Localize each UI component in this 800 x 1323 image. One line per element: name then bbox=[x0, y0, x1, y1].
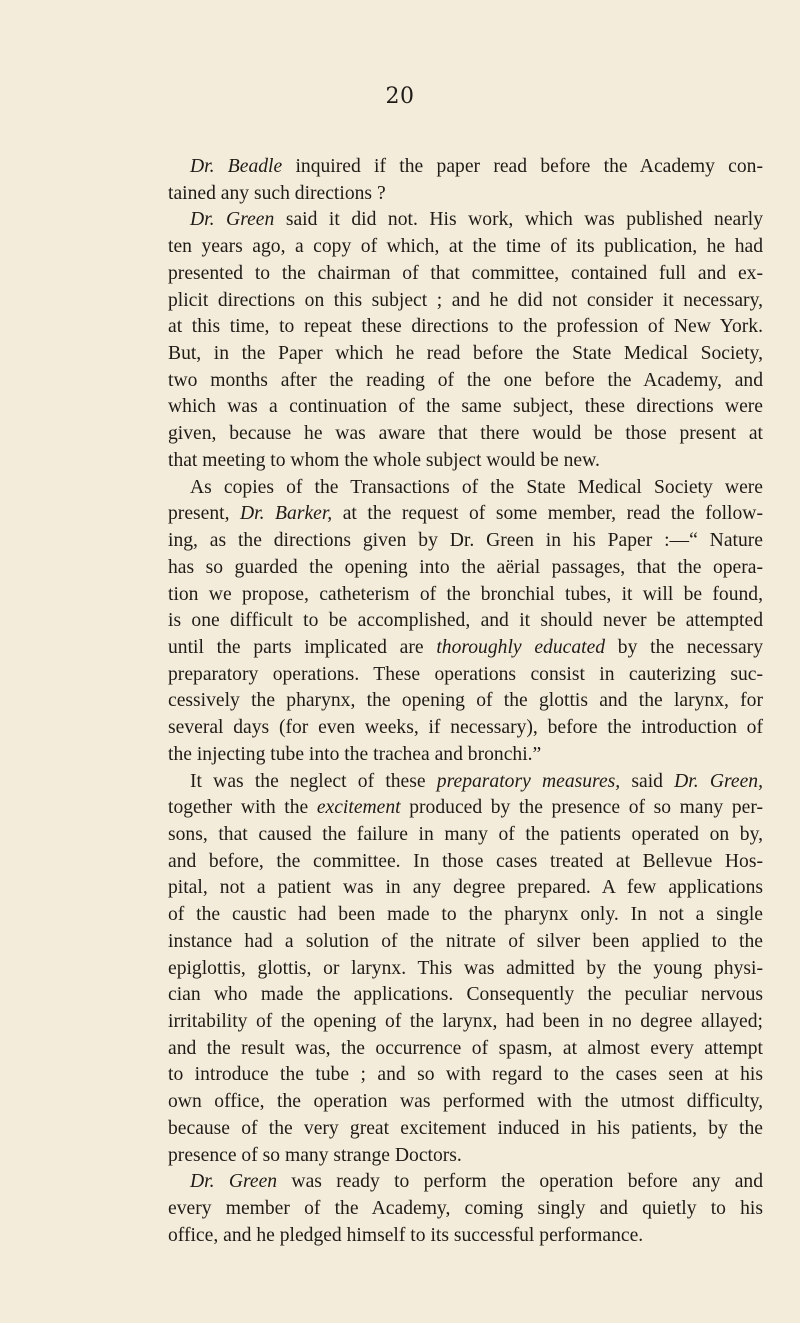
text-line bbox=[168, 662, 763, 689]
text-run: at the request of some member, read the follow- bbox=[332, 503, 763, 525]
text-line bbox=[168, 608, 763, 635]
text-run: together with the bbox=[168, 797, 317, 819]
paragraph bbox=[168, 1169, 763, 1249]
italic-text: preparatory measures, bbox=[436, 770, 621, 792]
text-run: and before, the committee. In those cases treated at Bellevue Hos- bbox=[168, 850, 763, 872]
text-run: several days (for even weeks, if necessary), before the introduction of bbox=[168, 717, 763, 739]
text-line bbox=[168, 154, 763, 181]
text-line bbox=[168, 234, 763, 261]
text-run: tion we propose, catheterism of the bronchial tubes, it will be found, bbox=[168, 583, 763, 605]
text-line bbox=[168, 1009, 763, 1036]
text-run: given, because he was aware that there would be those present at bbox=[168, 423, 763, 445]
paragraph bbox=[168, 769, 763, 1170]
text-run: at this time, to repeat these directions to the profession of New York. bbox=[168, 316, 763, 338]
text-run: said bbox=[620, 770, 675, 792]
text-line bbox=[168, 288, 763, 315]
text-run: that meeting to whom the whole subject would be new. bbox=[168, 449, 600, 471]
text-line bbox=[168, 1143, 763, 1170]
text-run: presence of so many strange Doctors. bbox=[168, 1144, 462, 1166]
text-line bbox=[168, 742, 763, 769]
text-run: which was a continuation of the same subject, these directions were bbox=[168, 396, 763, 418]
text-line bbox=[168, 635, 763, 662]
text-run: ten years ago, a copy of which, at the time of its publication, he had bbox=[168, 236, 763, 258]
text-run: until the parts implicated are bbox=[168, 636, 437, 658]
text-run: has so guarded the opening into the aërial passages, that the opera- bbox=[168, 556, 763, 578]
text-run: is one difficult to be accomplished, and it should never be attempted bbox=[168, 610, 763, 632]
text-line bbox=[168, 929, 763, 956]
text-line bbox=[168, 314, 763, 341]
text-run: and the result was, the occurrence of spasm, at almost every attempt bbox=[168, 1037, 763, 1059]
text-run: But, in the Paper which he read before the State Medical Society, bbox=[168, 343, 763, 365]
text-line bbox=[168, 1196, 763, 1223]
text-run: said it did not. His work, which was published nearly bbox=[274, 209, 763, 231]
text-line bbox=[168, 875, 763, 902]
paragraph bbox=[168, 154, 763, 207]
text-run: sons, that caused the failure in many of the patients operated on by, bbox=[168, 823, 763, 845]
text-run: own office, the operation was performed with the utmost difficulty, bbox=[168, 1091, 763, 1113]
paragraph bbox=[168, 207, 763, 474]
text-line bbox=[168, 261, 763, 288]
text-run: the injecting tube into the trachea and bronchi.” bbox=[168, 743, 542, 765]
italic-text: thoroughly educated bbox=[436, 636, 606, 658]
italic-text: Dr. Green bbox=[190, 1171, 278, 1193]
text-line bbox=[168, 582, 763, 609]
text-line bbox=[168, 421, 763, 448]
text-line bbox=[168, 822, 763, 849]
text-run: produced by the presence of so many per- bbox=[400, 797, 763, 819]
text-line bbox=[168, 341, 763, 368]
paragraph bbox=[168, 475, 763, 769]
text-run: office, and he pledged himself to its successful performance. bbox=[168, 1224, 644, 1246]
text-run: As copies of the Transactions of the State Medical Society were bbox=[190, 476, 763, 498]
text-run: preparatory operations. These operations consist in cauterizing suc- bbox=[168, 663, 763, 685]
italic-text: Dr. Green bbox=[190, 209, 275, 231]
body-text bbox=[168, 154, 763, 1249]
text-line bbox=[168, 181, 763, 208]
text-run: cessively the pharynx, the opening of the glottis and the larynx, for bbox=[168, 690, 763, 712]
text-run: cian who made the applications. Consequently the peculiar nervous bbox=[168, 984, 763, 1006]
text-line bbox=[168, 1036, 763, 1063]
text-run: epiglottis, glottis, or larynx. This was admitted by the young physi- bbox=[168, 957, 763, 979]
text-line bbox=[168, 849, 763, 876]
text-run: present, bbox=[168, 503, 241, 525]
text-line bbox=[168, 1169, 763, 1196]
text-line bbox=[168, 715, 763, 742]
text-line bbox=[168, 902, 763, 929]
text-line bbox=[168, 555, 763, 582]
text-run: ing, as the directions given by Dr. Green in his Paper :—“ Nature bbox=[168, 530, 763, 552]
text-run: to introduce the tube ; and so with regard to the cases seen at his bbox=[168, 1064, 763, 1086]
text-line bbox=[168, 207, 763, 234]
text-run: presented to the chairman of that committee, contained full and ex- bbox=[168, 262, 763, 284]
italic-text: Dr. Beadle bbox=[190, 156, 283, 177]
italic-text: Dr. Green, bbox=[674, 770, 764, 792]
text-line bbox=[168, 448, 763, 475]
text-line bbox=[168, 501, 763, 528]
text-run: of the caustic had been made to the pharynx only. In not a single bbox=[168, 904, 763, 926]
italic-text: excitement bbox=[316, 797, 401, 819]
text-line bbox=[168, 982, 763, 1009]
text-line bbox=[168, 688, 763, 715]
text-line bbox=[168, 769, 763, 796]
text-run: It was the neglect of these bbox=[190, 770, 437, 792]
text-line bbox=[168, 368, 763, 395]
text-line bbox=[168, 528, 763, 555]
page-number: 20 bbox=[385, 84, 415, 109]
text-line bbox=[168, 475, 763, 502]
text-run: plicit directions on this subject ; and he did not consider it necessary, bbox=[168, 289, 763, 311]
text-line bbox=[168, 1089, 763, 1116]
text-run: pital, not a patient was in any degree prepared. A few applications bbox=[168, 877, 763, 899]
text-line bbox=[168, 795, 763, 822]
text-run: because of the very great excitement induced in his patients, by the bbox=[168, 1117, 763, 1139]
text-run: instance had a solution of the nitrate of silver been applied to the bbox=[168, 930, 763, 952]
text-run: inquired if the paper read before the Academy con- bbox=[282, 156, 763, 177]
text-line bbox=[168, 1223, 763, 1250]
text-run: by the necessary bbox=[605, 636, 763, 658]
text-line bbox=[168, 1116, 763, 1143]
text-line bbox=[168, 956, 763, 983]
text-run: was ready to perform the operation before any and bbox=[277, 1171, 763, 1193]
text-run: irritability of the opening of the larynx, had been in no degree allayed; bbox=[168, 1011, 763, 1032]
text-run: two months after the reading of the one before the Academy, and bbox=[168, 369, 763, 391]
text-run: every member of the Academy, coming singly and quietly to his bbox=[168, 1198, 763, 1220]
text-line bbox=[168, 394, 763, 421]
text-run: tained any such directions ? bbox=[168, 182, 386, 204]
text-line bbox=[168, 1062, 763, 1089]
italic-text: Dr. Barker, bbox=[240, 503, 333, 525]
